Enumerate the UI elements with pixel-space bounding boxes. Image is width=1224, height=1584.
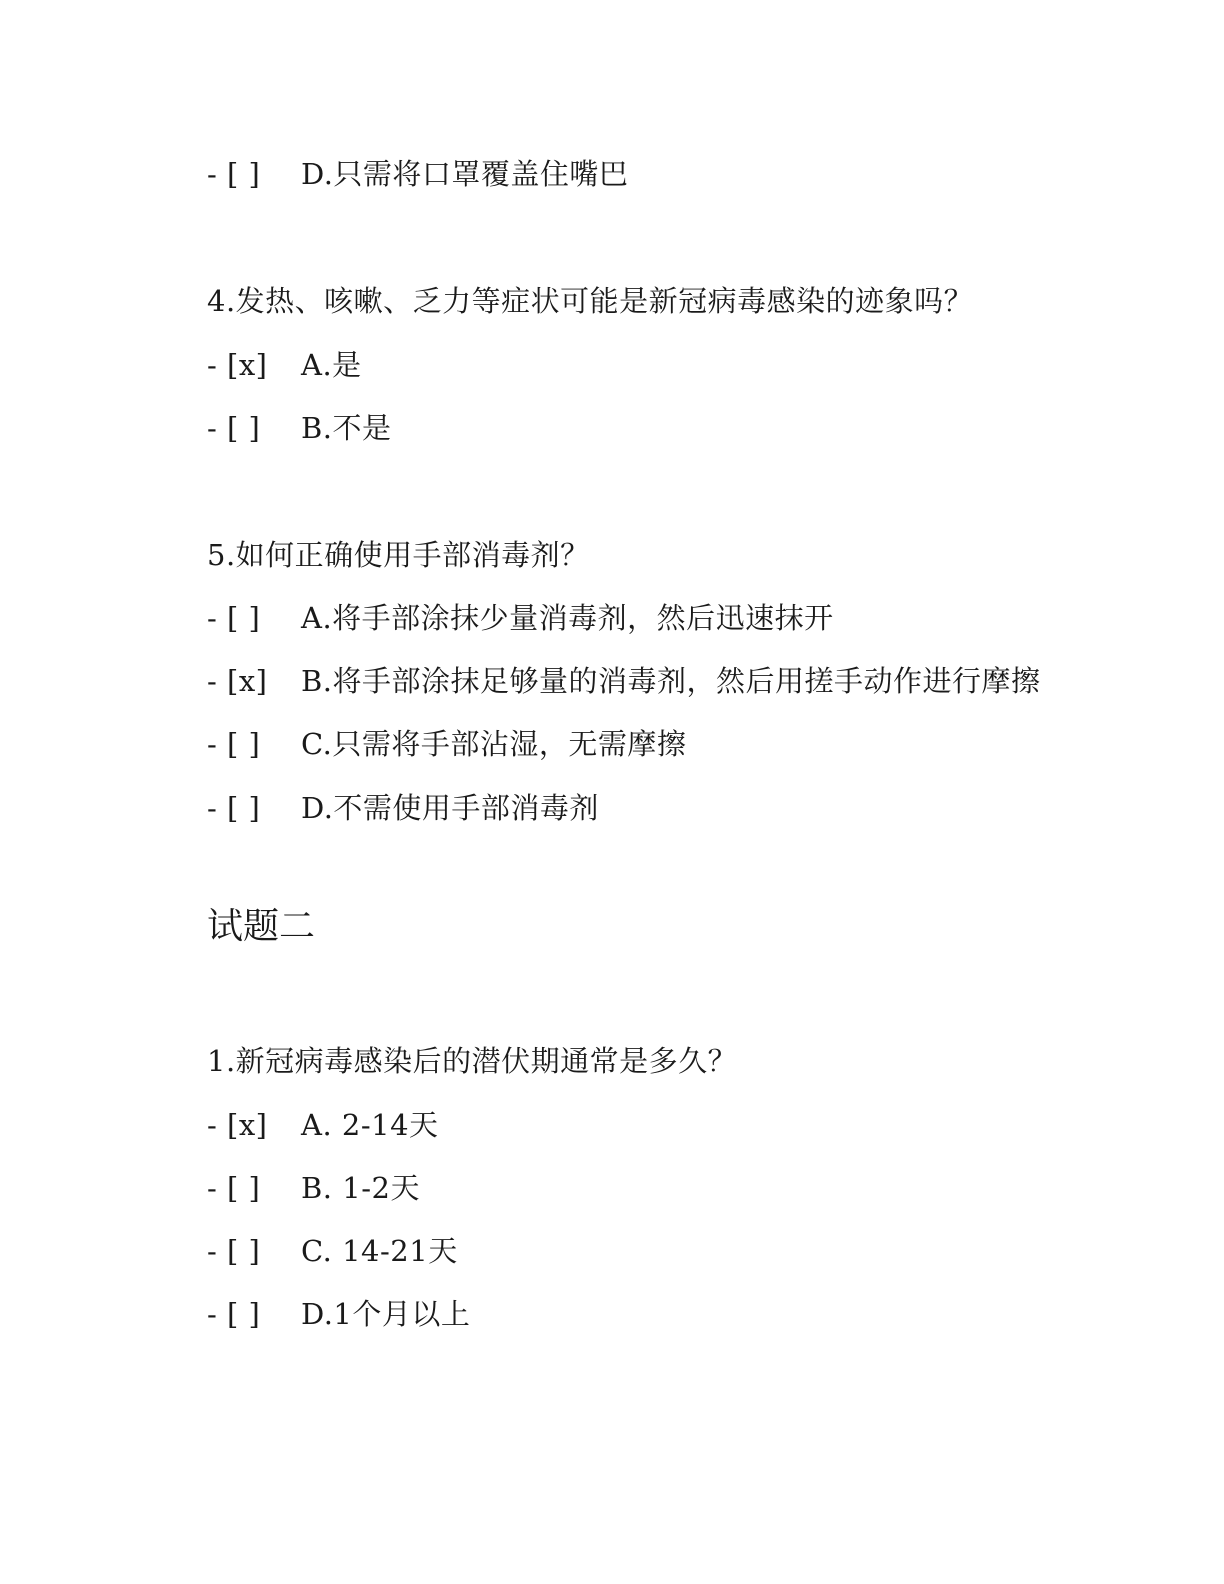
option-s2q1-a — [207, 1107, 439, 1143]
option-text: B. 1-2天 — [301, 1171, 420, 1205]
option-text: A. 2-14天 — [301, 1108, 439, 1142]
option-q5-d — [207, 790, 599, 826]
option-q4-a — [207, 347, 362, 383]
question-4: 4.发热、咳嗽、乏力等症状可能是新冠病毒感染的迹象吗？ — [207, 284, 974, 318]
checkbox-unchecked: - [ ] — [207, 791, 261, 825]
option-text: A.是 — [301, 348, 362, 382]
option-text: D.1个月以上 — [301, 1297, 471, 1331]
option-text: D.只需将口罩覆盖住嘴巴 — [301, 157, 629, 191]
option-text: C.只需将手部沾湿，无需摩擦 — [301, 727, 687, 761]
checkbox-checked: - [x] — [207, 664, 268, 698]
option-s2q1-b — [207, 1170, 420, 1206]
option-text: A.将手部涂抹少量消毒剂，然后迅速抹开 — [301, 601, 834, 635]
option-q3-d — [207, 156, 628, 192]
option-q5-b — [207, 663, 1041, 699]
section-heading: 试题二 — [207, 906, 316, 947]
option-q4-b — [207, 410, 392, 446]
option-text: B.不是 — [301, 411, 392, 445]
option-q5-c — [207, 726, 686, 762]
checkbox-checked: - [x] — [207, 348, 268, 382]
option-text: C. 14-21天 — [301, 1234, 458, 1268]
option-text: D.不需使用手部消毒剂 — [301, 791, 599, 825]
option-q5-a — [207, 600, 834, 636]
checkbox-unchecked: - [ ] — [207, 1171, 261, 1205]
checkbox-unchecked: - [ ] — [207, 1234, 261, 1268]
question-5: 5.如何正确使用手部消毒剂？ — [207, 538, 590, 572]
option-s2q1-c — [207, 1233, 458, 1269]
checkbox-unchecked: - [ ] — [207, 157, 261, 191]
question-s2-1: 1.新冠病毒感染后的潜伏期通常是多久？ — [207, 1044, 738, 1078]
option-s2q1-d — [207, 1296, 470, 1332]
checkbox-unchecked: - [ ] — [207, 411, 261, 445]
checkbox-unchecked: - [ ] — [207, 1297, 261, 1331]
checkbox-unchecked: - [ ] — [207, 727, 261, 761]
option-text: B.将手部涂抹足够量的消毒剂，然后用搓手动作进行摩擦 — [301, 664, 1041, 698]
checkbox-checked: - [x] — [207, 1108, 268, 1142]
checkbox-unchecked: - [ ] — [207, 601, 261, 635]
